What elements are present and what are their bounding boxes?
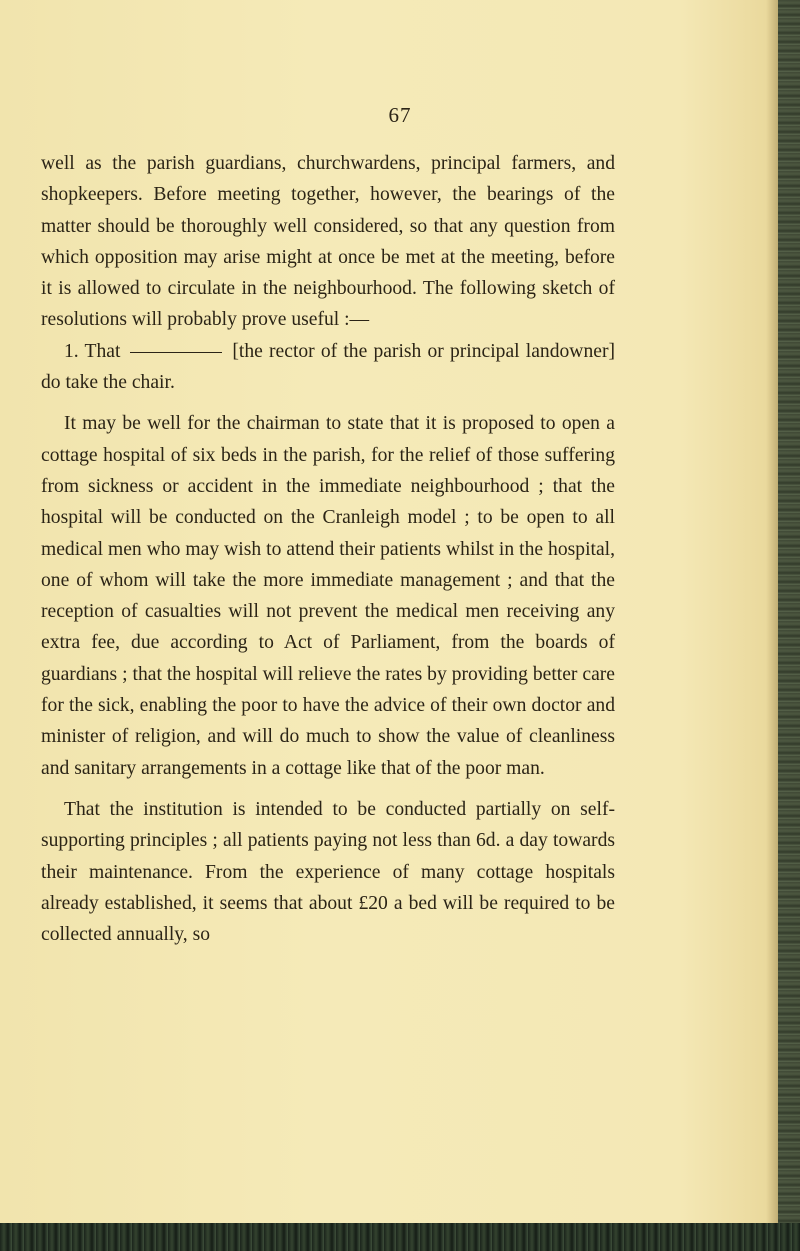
paragraph-2-resolution [41,336,615,399]
book-edge-bottom [0,1223,800,1251]
resolution-number-text: 1. That [64,340,121,362]
page-number: 67 [388,103,412,127]
blank-line [130,352,222,353]
paragraph-4: That the institution is intended to be conducted partially on self-supporting principles ; all patients paying not less than 6d. a day towards their maintenance. From the experience of many cottage hospitals already established, it seems that about £20 a bed will be required to be collected annually, so [41,798,615,946]
paragraph-3: It may be well for the chairman to state that it is proposed to open a cottage hospital of six beds in the parish, for the relief of those suffering from sickness or accident in the immediate neighbourhood ; that the hospital will be conducted on the Cranleigh model ; to be open to all medical men who may wish to attend their patients whilst in the hospital, one of whom will take the more immediate management ; and that the reception of casualties will not prevent the medical men receiving any extra fee, due according to Act of Parliament, from the boards of guardians ; that the hospital will relieve the rates by providing better care for the sick, enabling the poor to have the advice of their own doctor and minister of religion, and will do much to show the value of cleanliness and sanitary arrangements in a cottage like that of the poor man. [41,413,615,779]
book-edge-right [778,0,800,1251]
page-gutter-shadow [766,0,778,1251]
body-text [41,148,615,950]
paragraph-1: well as the parish guardians, churchwardens, principal farmers, and shopkeepers. Before meeting together, however, the bearings of the matter should be thoroughly well considered, so that any question from which opposition may arise might at once be met at the meeting, before it is allowed to circulate in the neighbourhood. The following sketch of resolutions will probably prove useful :— [41,153,615,331]
resolution-text: [the rector of the parish or principal landowner] do take the chair. [41,340,615,394]
